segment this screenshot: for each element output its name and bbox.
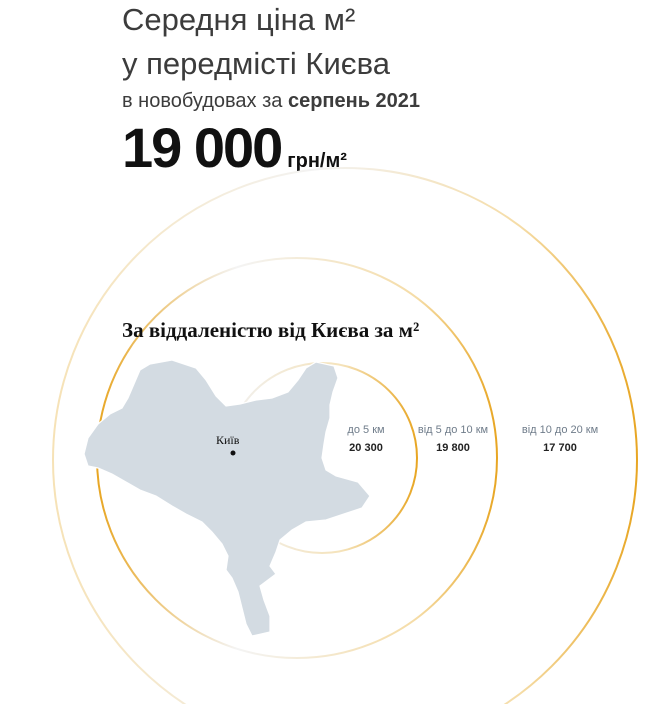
zone-0-5km (340, 424, 392, 454)
zone-0-5km-distance: до 5 км (347, 424, 385, 436)
zone-5-10km (410, 424, 496, 454)
zone-5-10km-price: 19 800 (436, 442, 470, 454)
kyiv-city-area (84, 360, 370, 636)
average-price-value: 19 000 (122, 116, 282, 179)
subtitle-prefix: в новобудовах за (122, 90, 283, 112)
average-price-unit: грн/м² (287, 150, 347, 172)
zone-10-20km-price: 17 700 (543, 442, 577, 454)
zone-10-20km (512, 424, 608, 454)
subtitle-period: серпень 2021 (287, 90, 421, 112)
page-title-line-2: у передмісті Києва (122, 46, 390, 81)
kyiv-center-marker (231, 451, 236, 456)
city-label-kyiv: Київ (216, 433, 240, 447)
zone-5-10km-distance: від 5 до 10 км (417, 424, 489, 436)
zone-0-5km-price: 20 300 (349, 442, 383, 454)
section-title: За віддаленістю від Києва за м² (122, 318, 420, 342)
page-title-line-1: Середня ціна м² (122, 2, 356, 37)
zone-10-20km-distance: від 10 до 20 км (521, 424, 599, 436)
